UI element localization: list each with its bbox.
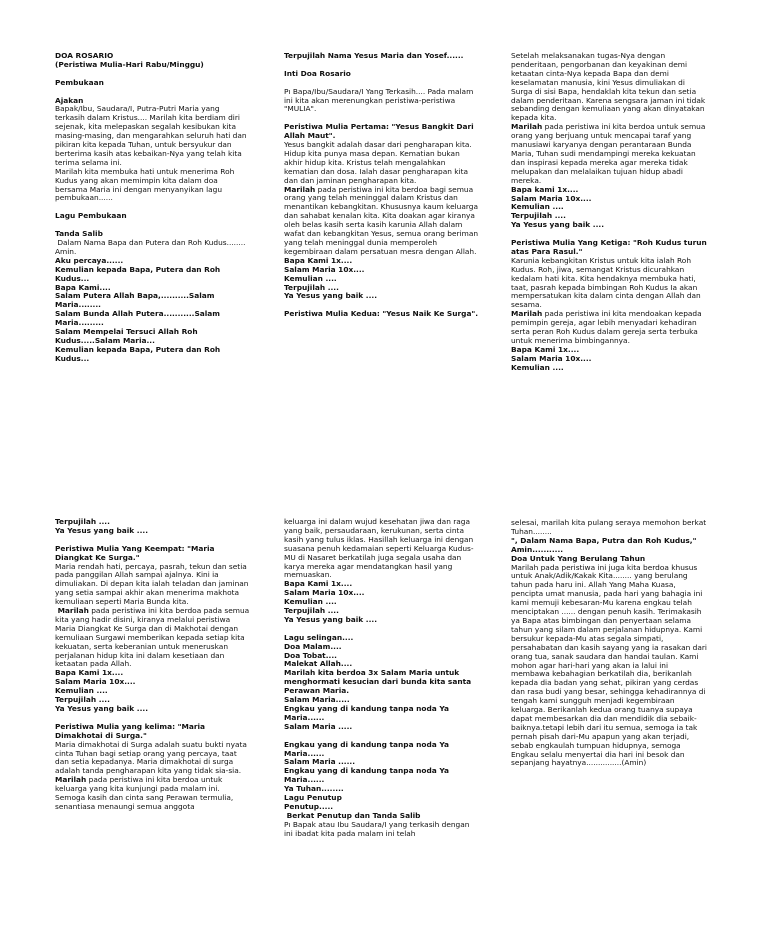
paragraph: Marilah pada peristiwa ini juga kita berdoa khusus untuk Anak/Adik/Kakak Kita........ yang berulang tahun pada haru ini. Allah Yang Maha Kuasa, pencipta umat manusia, pada hari yang bahagia ini kami memuji kebesaran-Mu karena engkau telah menciptakan ...... dengan penuh kasih. Terimakasih ya Bapa atas bimbingan dan penyertaan selama tahun yang silam dalam perjalanan hidupnya. Kami bersukur kepada-Mu atas segala simpati, persahabatan dan kasih sayang yang ia rasakan dari orang tua, sanak saudara dan handai taulan. Kami mohon agar hari-hari yang akan ia lalui ini membawa kebahagian berkatilah dia, berikanlah kepada dia badan yang sehat, pikiran yang cerdas dan rasa budi yang besar, sehingga kehadirannya di tengah kami sungguh menjadi kegembiraan keluarga. Berikanlah kedua orang tuanya supaya dapat membesarkan dia dan mendidik dia sebaik-baiknya.tetapi lebih dari itu semua, semoga ia tak pernah pisah dari-Mu apapun yang akan terjadi, sebab engkaulah tumpuan hidupnya, semoga Engkau selalu menyertai dia hari ini besok dan sepanjang hayatnya...............(Amin) bbox=[511, 562, 710, 768]
heading-line: Lagu Pembukaan bbox=[55, 211, 127, 221]
heading-line: Terpujilah .... bbox=[511, 211, 566, 221]
heading-line: Peristiwa Mulia Kedua: "Yesus Naik Ke Surga". bbox=[284, 309, 479, 319]
heading-line: Engkau yang di kandung tanpa noda Ya Maria...... bbox=[284, 739, 452, 758]
heading-line: Kemulian kepada Bapa, Putera dan Roh Kudus... bbox=[55, 264, 223, 283]
heading-line: Amin........... bbox=[511, 544, 564, 554]
heading-line: Peristiwa Mulia Yang Ketiga: "Roh Kudus turun atas Para Rasul." bbox=[511, 238, 710, 256]
heading-line: Terpujilah .... bbox=[55, 517, 110, 526]
heading-line: Bapa Kami 1x.... bbox=[55, 668, 124, 678]
heading-line: Inti Doa Rosario bbox=[284, 68, 351, 78]
paragraph: Marilah kita membuka hati untuk menerima Roh Kudus yang akan memimpin kita dalam doa bersama Maria ini dengan menyanyikan lagu pembukaan...... bbox=[55, 166, 237, 203]
heading-line: Salam Maria ...... bbox=[284, 757, 356, 767]
paragraph: Bapak/Ibu, Saudara/I, Putra-Putri Maria yang terkasih dalam Kristus.... Marilah kita berdiam diri sejenak, kita melepaskan segalah kesibukan kita masing-masing, dan mengarahkan seluruh hati dan pikiran kita kepada Tuhan, untuk bersyukur dan berterima kasih atas kebaikan-Nya yang telah kita terima selama ini. bbox=[55, 104, 249, 167]
heading-line: Penutup..... bbox=[284, 801, 334, 811]
heading-line: (Peristiwa Mulia-Hari Rabu/Minggu) bbox=[55, 59, 204, 69]
heading-line: Peristiwa Mulia Pertama: "Yesus Bangkit Dari Allah Maut". bbox=[284, 122, 477, 141]
lead-word: Marilah bbox=[511, 309, 543, 319]
paragraph: Marilah pada peristiwa ini kita berdoa pada semua kita yang hadir disini, kiranya melalui peristiwa Maria Diangkat Ke Surga dan di Makhotai dengan kemuliaan Surgawi memberikan kepada setiap kita kekuatan, serta keberanian untuk meneruskan perjalanan hidup kita ini dalam kesetiaan dan ketaatan pada Allah. bbox=[55, 606, 252, 669]
heading-line: Terpujilah Nama Yesus Maria dan Yosef...... bbox=[284, 51, 464, 60]
page-bottom bbox=[0, 466, 768, 932]
paragraph: selesai, marilah kita pulang seraya memohon berkat Tuhan........ bbox=[511, 518, 709, 536]
paragraph: Maria rendah hati, percaya, pasrah, tekun dan setia pada panggilan Allah sampai ajalnya. Kini ia dimuliakan. Di depan kita ialah teladan dan jaminan yang setia sampai akhir akan menerima makhota kemuliaan seperti Maria Bunda kita. bbox=[55, 561, 251, 607]
column-2 bbox=[284, 52, 480, 319]
heading-line: DOA ROSARIO bbox=[55, 51, 114, 60]
heading-line: Salam Maria 10x.... bbox=[284, 588, 365, 598]
heading-line: Doa Malam.... bbox=[284, 641, 342, 651]
lead-word: Marilah bbox=[55, 606, 89, 616]
heading-line: Salam Maria ..... bbox=[284, 721, 353, 731]
heading-line: Kemulian .... bbox=[511, 362, 564, 372]
heading-line: Bapa Kami.... bbox=[55, 282, 111, 292]
heading-line: Aku percaya...... bbox=[55, 255, 124, 265]
blank-line bbox=[55, 88, 251, 97]
heading-line: Salam Mempelai Tersuci Allah Roh Kudus.....Salam Maria... bbox=[55, 327, 201, 345]
paragraph: Setelah melaksanakan tugas-Nya dengan penderitaan, pengorbanan dan keyakinan demi ketaatan cinta-Nya kepada Bapa dan demi keselamatan manusia, kini Yesus dimuliakan di Surga di sisi Bapa, hendaklah kita tekun dan setia dalam penderitaan. Karena sengsara jaman ini tidak sebanding dengan kemuliaan yang akan dinyatakan kepada kita. bbox=[511, 51, 708, 123]
heading-line: Kemulian .... bbox=[284, 273, 337, 283]
heading-line: Lagu Penutup bbox=[284, 793, 342, 803]
heading-line: Bapa Kami 1x.... bbox=[284, 255, 353, 265]
heading-line: Terpujilah .... bbox=[284, 606, 339, 616]
heading-line: ", Dalam Nama Bapa, Putra dan Roh Kudus," bbox=[511, 535, 697, 545]
heading-line: Kemulian .... bbox=[55, 686, 108, 696]
paragraph: Marilah pada peristiwa ini kita berdoa untuk semua orang yang berjuang untuk mencapai taraf yang manusiawi karyanya dengan perantaraan Bunda Maria, Tuhan sudi mendampingi mereka kekuatan dan inspirasi kepada mereka agar mereka tidak melupakan dan melalaikan tujuan hidup abadi mereka. bbox=[511, 122, 708, 185]
heading-line: Engkau yang di kandung tanpa noda Ya Maria...... bbox=[284, 704, 452, 722]
heading-line: Salam Maria 10x.... bbox=[511, 193, 592, 203]
heading-line: Ya Yesus yang baik .... bbox=[284, 614, 378, 624]
paragraph: Pı Bapa/Ibu/Saudara/I Yang Terkasih.... Pada malam ini kita akan merenungkan peristiwa-peristiwa "MULIA". bbox=[284, 86, 476, 114]
paragraph: keluarga ini dalam wujud kesehatan jiwa dan raga yang baik, persaudaraan, kerukunan, serta cinta kasih yang tulus iklas. Hasillah keluarga ini dengan suasana penuh kedamaian seperti Keluarga Kudus-MU di Nasaret berkatilah juga segala usaha dan karya mereka agar mendatangkan hasil yang memuaskan. bbox=[284, 517, 476, 580]
column-3 bbox=[511, 51, 710, 373]
lead-word: Marilah bbox=[511, 122, 543, 132]
heading-line: Salam Maria 10x.... bbox=[511, 353, 592, 363]
heading-line: Bapa Kami 1x.... bbox=[511, 344, 580, 354]
heading-line: Doa Untuk Yang Berulang Tahun bbox=[511, 553, 646, 563]
heading-line: Ajakan bbox=[55, 95, 84, 105]
heading-line: Ya Tuhan........ bbox=[284, 784, 344, 794]
heading-line: Bapa kami 1x.... bbox=[511, 184, 579, 194]
heading-line: Pembukaan bbox=[55, 77, 104, 87]
heading-line: Ya Yesus yang baik .... bbox=[284, 291, 378, 301]
paragraph: Marilah pada peristiwa ini kita berdoa bagi semua orang yang telah meninggal dalam Kristus dan menantikan kebangkitan. Khususnya kaum keluarga dan sahabat kenalan kita. Kita doakan agar kiranya oleh belas kasih serta kasih karunia Allah dalam wafat dan kebangkitan Yesus, semua orang beriman yang telah meninggal dunia memperoleh kegembiraan dalam persatuan mesra dengan Allah. bbox=[284, 184, 481, 256]
heading-line: Salam Maria 10x.... bbox=[284, 264, 365, 274]
column-2 bbox=[284, 518, 480, 839]
heading-line: Salam Bunda Allah Putera...........Salam Maria......... bbox=[55, 309, 223, 328]
heading-line: Bapa Kami 1x.... bbox=[284, 579, 353, 589]
heading-line: Lagu selingan.... bbox=[284, 632, 354, 642]
heading-line: Kemulian .... bbox=[284, 597, 337, 607]
heading-line: Kemulian .... bbox=[511, 202, 564, 212]
paragraph: Dalam Nama Bapa dan Putera dan Roh Kudus........ Amin. bbox=[55, 237, 248, 256]
paragraph: Marilah pada peristiwa ini kita mendoakan kepada pemimpin gereja, agar lebih menyadari kehadiran serta peran Roh Kudus dalam gereja serta terbuka untuk menerima bimbingannya. bbox=[511, 309, 705, 345]
column-1 bbox=[55, 52, 251, 364]
heading-line: Peristiwa Mulia yang kelima: "Maria Dimakhotai di Surga." bbox=[55, 721, 208, 740]
lead-word: Marilah bbox=[55, 775, 87, 785]
heading-line: Doa Tobat.... bbox=[284, 650, 337, 660]
paragraph: Pı Bapak atau Ibu Saudara/I yang terkasih dengan ini ibadat kita pada malam ini telah bbox=[284, 819, 472, 838]
heading-line: Kemulian kepada Bapa, Putera dan Roh Kudus... bbox=[55, 344, 223, 363]
heading-line: Berkat Penutup dan Tanda Salib bbox=[284, 810, 421, 820]
column-3 bbox=[511, 518, 710, 768]
heading-line: Marilah kita berdoa 3x Salam Maria untuk menghormati kesucian dari bunda kita santa Perawan Maria. bbox=[284, 668, 474, 696]
heading-line: Malekat Allah.... bbox=[284, 659, 353, 669]
heading-line: Terpujilah .... bbox=[55, 695, 110, 705]
paragraph: Yesus bangkit adalah dasar dari pengharapan kita. Hidup kita punya masa depan. Kematian bukan akhir hidup kita. Kristus telah mengalahkan kematian dan dosa. Ialah dasar pengharapan kita dan dan jaminan pengharapan kita. bbox=[284, 140, 475, 185]
heading-line: Terpujilah .... bbox=[284, 282, 339, 292]
paragraph: Karunia kebangkitan Kristus untuk kita ialah Roh Kudus. Roh, jiwa, semangat Kristus dicurahkan kedalam hati kita. Kita hendaknya membuka hati, taat, pasrah kepada bimbingan Roh Kudus Ia akan mempersatukan kita dalam cinta dengan Allah dan sesama. bbox=[511, 255, 704, 310]
heading-line: Engkau yang di kandung tanpa noda Ya Maria...... bbox=[284, 766, 452, 785]
heading-line: Ya Yesus yang baik .... bbox=[511, 220, 605, 230]
heading-line: Salam Putera Allah Bapa,..........Salam Maria........ bbox=[55, 291, 218, 310]
paragraph: Maria dimakhotai di Surga adalah suatu bukti nyata cinta Tuhan bagi setiap orang yang percaya, taat dan setia kepadanya. Maria dimakhotai di surga adalah tanda pengharapan kita yang tidak sia-sia. bbox=[55, 739, 250, 776]
column-1 bbox=[55, 518, 251, 812]
heading-line: Salam Maria 10x.... bbox=[55, 677, 136, 687]
lead-word: Marilah bbox=[284, 184, 316, 194]
paragraph: Marilah pada peristiwa ini kita berdoa untuk keluarga yang kita kunjungi pada malam ini. Semoga kasih dan cinta sang Perawan termulia, senantiasa menaungi semua anggota bbox=[55, 775, 236, 811]
heading-line: Peristiwa Mulia Yang Keempat: "Maria Diangkat Ke Surga." bbox=[55, 543, 218, 562]
heading-line: Ya Yesus yang baik .... bbox=[55, 704, 149, 714]
heading-line: Ya Yesus yang baik .... bbox=[55, 525, 149, 535]
heading-line: Tanda Salib bbox=[55, 229, 103, 239]
heading-line: Salam Maria..... bbox=[284, 695, 350, 705]
